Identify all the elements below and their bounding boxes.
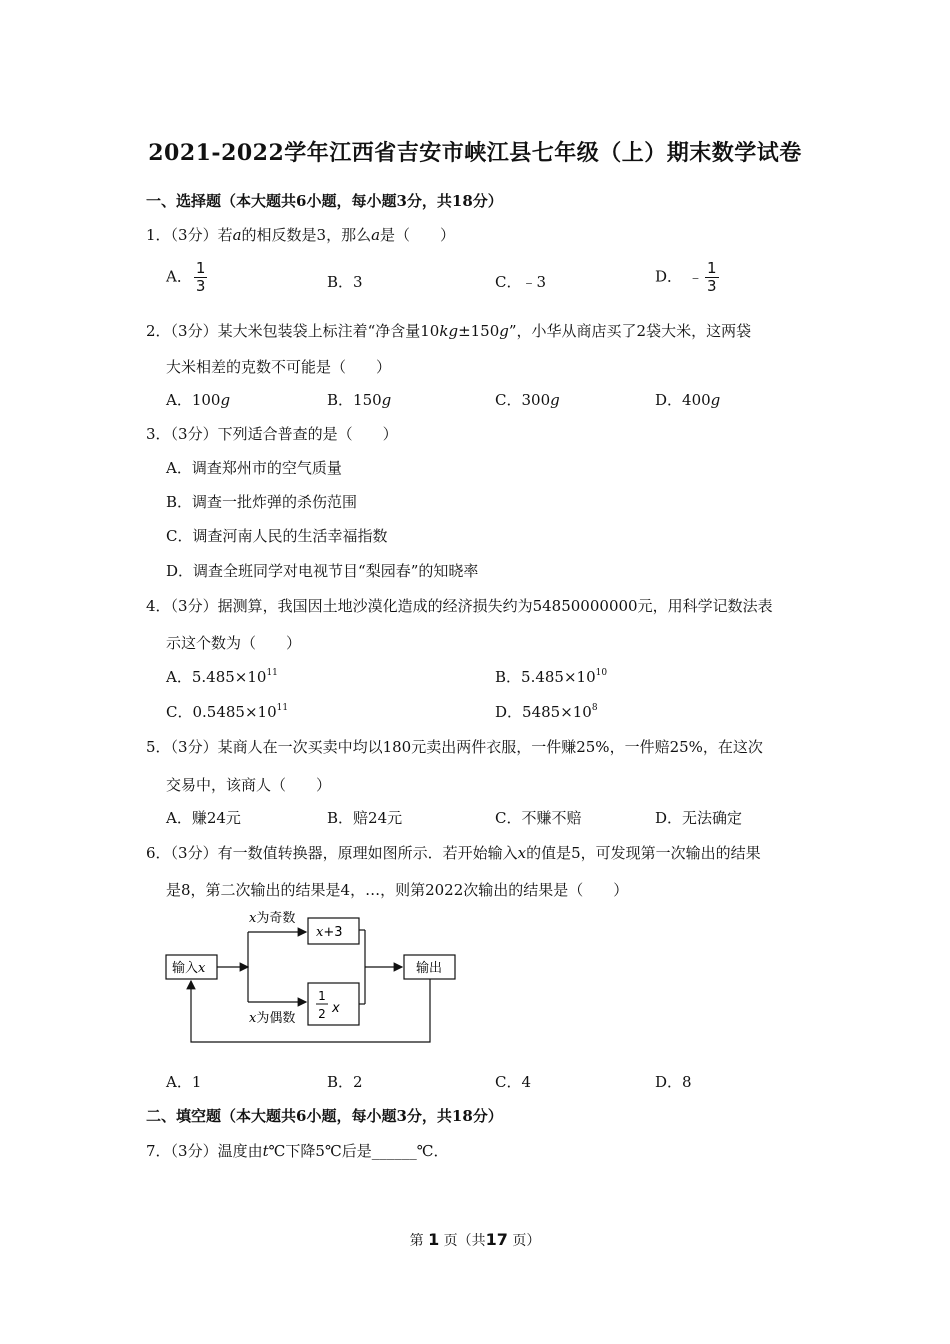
half-denominator: 2 — [318, 1007, 326, 1021]
question-text: （3分）某商人在一次买卖中均以180元卖出两件衣服，一件赚25%，一件赔25%，在这次 — [170, 738, 763, 756]
footer-text: 页） — [512, 1233, 541, 1249]
question-1 — [146, 224, 455, 245]
q6-option-d[interactable]: D．8 — [655, 1073, 692, 1091]
question-5 — [146, 736, 763, 757]
page-footer — [0, 1230, 950, 1250]
odd-label: x为奇数 — [249, 911, 296, 926]
number-converter-diagram — [160, 905, 470, 1065]
fraction-denominator: 3 — [195, 277, 206, 295]
question-6-line2: 是8，第二次输出的结果是4，…，则第2022次输出的结果是（ ） — [166, 881, 629, 899]
fraction-numerator: 1 — [195, 259, 206, 277]
option-text: C．300 — [495, 391, 551, 409]
unit-g: g — [381, 391, 392, 409]
question-text: 是（ ） — [380, 226, 456, 244]
exponent: 8 — [591, 703, 598, 713]
q3-option-c[interactable]: C．调查河南人民的生活幸福指数 — [166, 527, 388, 545]
exponent: 11 — [276, 703, 289, 713]
negative-sign: ﹣ — [688, 267, 704, 286]
question-text: （3分）据测算，我国因土地沙漠化造成的经济损失约为54850000000元，用科学记数法表 — [170, 597, 773, 615]
q5-option-a[interactable]: A．赚24元 — [166, 809, 241, 827]
unit-g: g — [710, 391, 721, 409]
q1-option-c[interactable]: C．﹣3 — [495, 273, 547, 291]
question-number: 4． — [146, 597, 171, 615]
total-pages: 17 — [485, 1230, 508, 1249]
q1-option-a[interactable] — [166, 260, 207, 295]
q1-option-b[interactable]: B．3 — [327, 273, 363, 291]
question-text: （3分）若 — [170, 226, 233, 244]
question-number: 6． — [146, 844, 171, 862]
question-5-line2: 交易中，该商人（ ） — [166, 776, 332, 794]
fraction — [194, 260, 208, 295]
half-variable: x — [332, 1001, 340, 1016]
question-text: 的相反数是3，那么 — [241, 226, 372, 244]
question-7 — [146, 1140, 449, 1161]
section-heading-fill-in: 二、填空题（本大题共6小题，每小题3分，共18分） — [146, 1107, 503, 1125]
page-title: 2021-2022学年江西省吉安市峡江县七年级（上）期末数学试卷 — [148, 140, 802, 166]
option-text: A．5.485×10 — [166, 668, 267, 686]
option-label: D． — [655, 267, 683, 286]
q5-option-d[interactable]: D．无法确定 — [655, 809, 743, 827]
variable-x: x — [517, 844, 527, 862]
q3-option-a[interactable]: A．调查郑州市的空气质量 — [166, 459, 342, 477]
variable-t: t — [262, 1142, 269, 1160]
option-text: A．100 — [166, 391, 221, 409]
input-label: 输入x — [172, 961, 206, 976]
question-number: 7． — [146, 1142, 171, 1160]
option-text: C．0.5485×10 — [166, 703, 277, 721]
section-heading-choice: 一、选择题（本大题共6小题，每小题3分，共18分） — [146, 192, 503, 210]
q4-option-a[interactable] — [166, 666, 278, 687]
option-text: B．150 — [327, 391, 382, 409]
question-text: （3分）有一数值转换器，原理如图所示．若开始输入 — [170, 844, 518, 862]
question-text: ±150 — [458, 322, 500, 340]
question-number: 3． — [146, 425, 171, 443]
q6-option-b[interactable]: B．2 — [327, 1073, 363, 1091]
exponent: 10 — [595, 668, 608, 678]
plus-three-label: x+3 — [316, 925, 343, 940]
output-label: 输出 — [416, 961, 443, 976]
question-4-line2: 示这个数为（ ） — [166, 634, 302, 652]
fraction-numerator: 1 — [707, 259, 717, 277]
q2-option-c[interactable] — [495, 389, 560, 410]
question-2 — [146, 320, 751, 341]
q2-option-b[interactable] — [327, 389, 391, 410]
question-2-line2: 大米相差的克数不可能是（ ） — [166, 358, 392, 376]
q4-option-b[interactable] — [495, 666, 607, 687]
q3-option-d[interactable]: D．调查全班同学对电视节目“梨园春”的知晓率 — [166, 562, 479, 580]
page-number: 1 — [428, 1230, 440, 1249]
question-number: 1． — [146, 226, 171, 244]
option-text: D．400 — [655, 391, 711, 409]
unit-g: g — [550, 391, 560, 409]
question-text: ”，小华从商店买了2袋大米，这两袋 — [508, 322, 752, 340]
q6-option-a[interactable]: A．1 — [166, 1073, 202, 1091]
half-numerator: 1 — [318, 989, 326, 1003]
answer-blank[interactable]: ______ — [371, 1142, 417, 1160]
question-text: （3分）某大米包装袋上标注着“净含量10 — [170, 322, 440, 340]
question-text: （3分）温度由 — [170, 1142, 263, 1160]
q4-option-c[interactable] — [166, 701, 288, 722]
q5-option-b[interactable]: B．赔24元 — [327, 809, 403, 827]
question-6 — [146, 842, 761, 863]
question-text: 的值是5，可发现第一次输出的结果 — [526, 844, 761, 862]
question-4 — [146, 595, 773, 616]
option-text: B．5.485×10 — [495, 668, 596, 686]
variable-a: a — [232, 226, 242, 244]
question-number: 2． — [146, 322, 171, 340]
option-label: A． — [166, 267, 192, 286]
q1-option-d[interactable] — [655, 260, 719, 295]
question-3 — [146, 423, 398, 444]
exponent: 11 — [266, 668, 278, 678]
unit-kg: kg — [439, 322, 459, 340]
variable-a: a — [371, 226, 381, 244]
question-text: ℃下降5℃后是 — [268, 1142, 372, 1160]
q3-option-b[interactable]: B．调查一批炸弹的杀伤范围 — [166, 493, 358, 511]
q4-option-d[interactable] — [495, 701, 598, 722]
question-text: ℃． — [416, 1142, 449, 1160]
q6-option-c[interactable]: C．4 — [495, 1073, 532, 1091]
question-text: （3分）下列适合普查的是（ ） — [170, 425, 398, 443]
q2-option-d[interactable] — [655, 389, 720, 410]
question-number: 5． — [146, 738, 171, 756]
fraction-denominator: 3 — [707, 277, 717, 295]
footer-text: 第 — [409, 1233, 424, 1249]
unit-g: g — [499, 322, 509, 340]
q2-option-a[interactable] — [166, 389, 230, 410]
option-text: D．5485×10 — [495, 703, 592, 721]
fraction — [705, 260, 719, 295]
footer-text: 页（共 — [443, 1233, 486, 1249]
even-label: x为偶数 — [249, 1011, 296, 1026]
unit-g: g — [220, 391, 231, 409]
q5-option-c[interactable]: C．不赚不赔 — [495, 809, 582, 827]
